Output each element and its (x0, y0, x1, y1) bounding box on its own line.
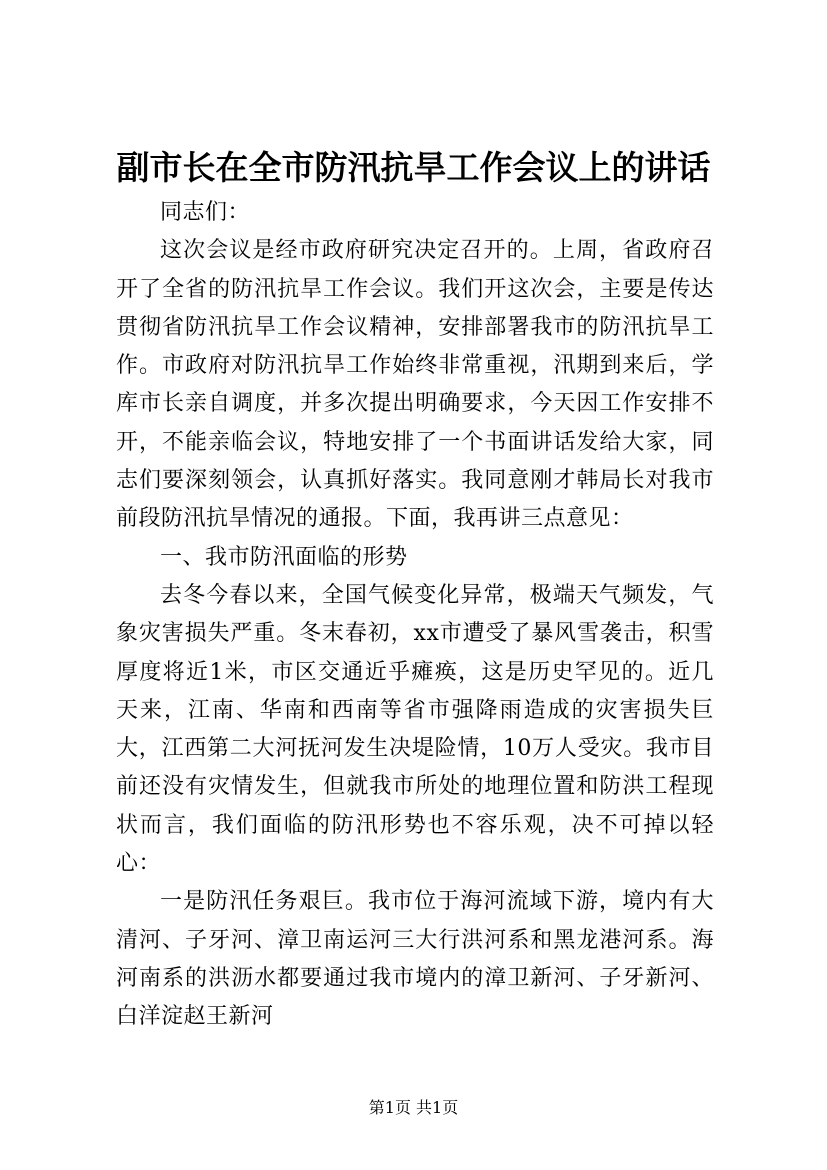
situation-paragraph: 去冬今春以来，全国气候变化异常，极端天气频发，气象灾害损失严重。冬末春初，xx市遭受了暴风雪袭击，积雪厚度将近1米，市区交通近乎瘫痪，这是历史罕见的。近几天来，江南、华南和西南等省市强降雨造成的灾害损失巨大，江西第二大河抚河发生决堤险情，10万人受灾。我市目前还没有灾情发生，但就我市所处的地理位置和防洪工程现状而言，我们面临的防汛形势也不容乐观，决不可掉以轻心： (116, 582, 714, 877)
section-heading: 一、我市防汛面临的形势 (160, 544, 408, 570)
salutation-paragraph: 同志们： (160, 200, 251, 225)
page-title: 副市长在全市防汛抗旱工作会议上的讲话 (116, 148, 711, 187)
intro-paragraph: 这次会议是经市政府研究决定召开的。上周，省政府召开了全省的防汛抗旱工作会议。我们开这次会，主要是传达贯彻省防汛抗旱工作会议精神，安排部署我市的防汛抗旱工作。市政府对防汛抗旱工作始终非常重视，汛期到来后，学库市长亲自调度，并多次提出明确要求，今天因工作安排不开，不能亲临会议，特地安排了一个书面讲话发给大家，同志们要深刻领会，认真抓好落实。我同意刚才韩局长对我市前段防汛抗旱情况的通报。下面，我再讲三点意见： (116, 238, 714, 532)
page-footer: 第1页 共1页 (368, 1098, 459, 1117)
task-paragraph: 一是防汛任务艰巨。我市位于海河流域下游，境内有大清河、子牙河、漳卫南运河三大行洪河系和黑龙港河系。海河南系的洪沥水都要通过我市境内的漳卫新河、子牙新河、白洋淀赵王新河 (116, 889, 714, 1030)
document-body (116, 194, 714, 1037)
